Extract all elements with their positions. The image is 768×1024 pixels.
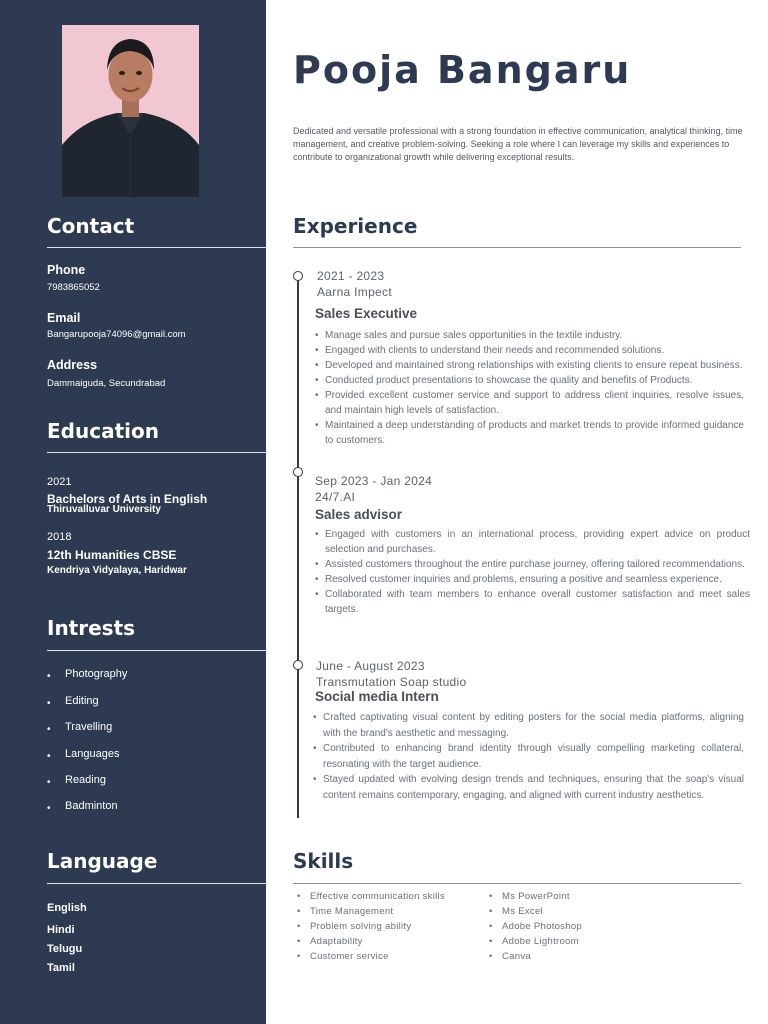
skill-item: • Time Management — [297, 904, 445, 919]
address-label: Address — [47, 358, 98, 372]
skill-item: • Effective communication skills — [297, 889, 445, 904]
skills-heading: Skills — [293, 849, 354, 873]
experience-heading: Experience — [293, 214, 418, 238]
job-bullet: • Engaged with clients to understand their needs and recommended solutions. — [315, 343, 744, 358]
education-year: 2021 — [47, 476, 72, 488]
job-company: 24/7.AI — [315, 490, 356, 504]
language-item: Hindi — [47, 924, 75, 936]
education-degree: Bachelors of Arts in English — [47, 492, 208, 506]
job-bullet: • Crafted captivating visual content by editing posters for the social media platforms, aligning with the brand's aesthetic and messaging. — [313, 710, 744, 741]
skill-item: • Customer service — [297, 949, 445, 964]
phone-value: 7983865052 — [47, 282, 100, 293]
job-bullet: • Assisted customers throughout the entire purchase journey, offering tailored recommendations. — [315, 557, 750, 572]
profile-photo — [62, 25, 199, 197]
job-bullet: • Conducted product presentations to showcase the quality and benefits of Products. — [315, 373, 744, 388]
timeline-dot — [293, 271, 303, 281]
job-bullet: • Resolved customer inquiries and problems, ensuring a positive and seamless experience. — [315, 572, 750, 587]
address-value: Dammaiguda, Secundrabad — [47, 378, 166, 389]
skills-divider — [293, 883, 741, 884]
job-responsibilities — [315, 527, 750, 617]
education-heading: Education — [47, 419, 159, 443]
job-responsibilities — [313, 710, 744, 803]
email-label: Email — [47, 311, 81, 325]
job-role: Sales advisor — [315, 507, 403, 522]
education-degree: 12th Humanities CBSE — [47, 548, 177, 562]
skill-item: • Ms Excel — [489, 904, 582, 919]
contact-divider — [47, 247, 266, 248]
interests-heading: Intrests — [47, 616, 136, 640]
skill-item: • Adaptability — [297, 934, 445, 949]
skill-item: • Adobe Photoshop — [489, 919, 582, 934]
phone-label: Phone — [47, 263, 86, 277]
skill-item: • Canva — [489, 949, 582, 964]
email-value: Bangarupooja74096@gmail.com — [47, 329, 186, 340]
candidate-name: Pooja Bangaru — [293, 48, 632, 92]
skill-item: • Ms PowerPoint — [489, 889, 582, 904]
job-bullet: • Manage sales and pursue sales opportunities in the textile industry. — [315, 328, 744, 343]
language-item: English — [47, 902, 87, 914]
job-dates: 2021 - 2023 — [317, 269, 385, 283]
job-bullet: • Provided excellent customer service and support to address client inquiries, resolve issues, and maintain high levels of satisfaction. — [315, 388, 744, 418]
experience-timeline — [297, 276, 299, 818]
job-company: Transmutation Soap studio — [316, 675, 467, 689]
experience-divider — [293, 247, 741, 248]
job-bullet: • Collaborated with team members to enhance overall customer satisfaction and meet sales targets. — [315, 587, 750, 617]
language-heading: Language — [47, 849, 158, 873]
skill-item: • Problem solving ability — [297, 919, 445, 934]
sidebar: Contact Phone 7983865052 Email Bangarupooja74096@gmail.com Address Dammaiguda, Secundrabad Education 2021 Bachelors of Arts in English Thiruvalluvar University 2018 12th Humanities CBSE Kendriya Vidyalaya, Haridwar Intrests • Photography • Editing • Travelling • Languages • Reading • Badminton Language English Hindi Telugu Tamil — [0, 0, 266, 1024]
job-bullet: • Developed and maintained strong relationships with existing clients to ensure repeat business. — [315, 358, 744, 373]
job-bullet: • Maintained a deep understanding of products and market trends to provide informed guidance to customers. — [315, 418, 744, 448]
skills-list-soft — [297, 889, 445, 964]
language-divider — [47, 883, 266, 884]
skills-list-software — [489, 889, 582, 964]
timeline-dot — [293, 660, 303, 670]
job-dates: June - August 2023 — [316, 659, 425, 673]
education-year: 2018 — [47, 531, 72, 543]
job-company: Aarna Impect — [317, 285, 392, 299]
profile-summary: Dedicated and versatile professional with a strong foundation in effective communication, analytical thinking, time management, and creative problem-solving. Seeking a role where I can leverage my skills and experiences to contribute to organizational growth while delivering exceptional results. — [293, 126, 743, 162]
job-role: Sales Executive — [315, 306, 418, 321]
job-bullet: • Contributed to enhancing brand identity through visually compelling marketing collateral, resonating with the target audience. — [313, 741, 744, 772]
education-institution: Kendriya Vidyalaya, Haridwar — [47, 565, 187, 576]
job-role: Social media Intern — [315, 689, 439, 704]
contact-heading: Contact — [47, 214, 135, 238]
language-item: Tamil — [47, 962, 75, 974]
timeline-dot — [293, 467, 303, 477]
job-bullet: • Stayed updated with evolving design trends and techniques, ensuring that the soap's visual content remains contemporary, engaging, and aligned with current industry aesthetics. — [313, 772, 744, 803]
language-item: Telugu — [47, 943, 83, 955]
job-bullet: • Engaged with customers in an international process, providing expert advice on product selection and purchases. — [315, 527, 750, 557]
job-responsibilities — [315, 328, 744, 448]
interests-divider — [47, 650, 266, 651]
education-institution: Thiruvalluvar University — [47, 504, 161, 515]
education-divider — [47, 452, 266, 453]
job-dates: Sep 2023 - Jan 2024 — [315, 474, 433, 488]
skill-item: • Adobe Lightroom — [489, 934, 582, 949]
